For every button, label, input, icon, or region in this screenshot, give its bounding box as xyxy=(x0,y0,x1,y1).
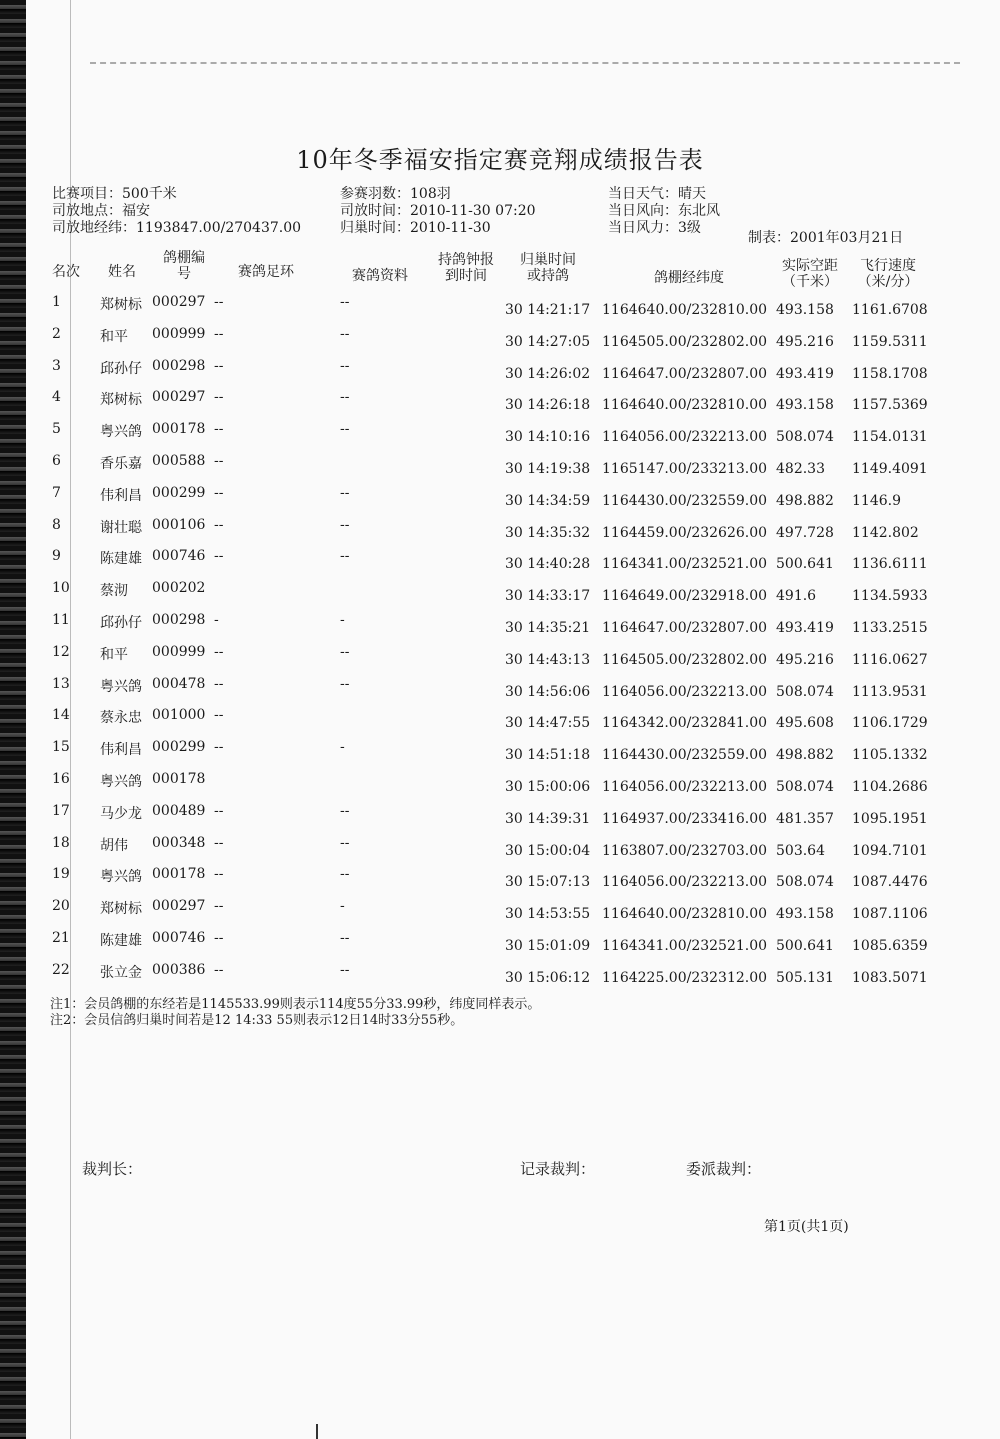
col-name: 姓名 xyxy=(108,264,136,280)
ring-dash: -- xyxy=(214,739,224,756)
table-row xyxy=(0,962,1000,990)
info-dash: -- xyxy=(340,961,350,978)
info-dash: -- xyxy=(340,643,350,660)
speed: 1106.1729 xyxy=(852,715,928,732)
info-dash: -- xyxy=(340,802,350,819)
loft-id: 000298 xyxy=(152,357,206,374)
member-name: 陈建雄 xyxy=(100,551,142,568)
loft-coords: 1164649.00/232918.00 xyxy=(602,588,768,605)
info-dash: -- xyxy=(340,357,350,374)
ring-dash: -- xyxy=(214,866,224,883)
info-dash: -- xyxy=(340,930,350,946)
rank-cell: 8 xyxy=(52,516,61,533)
loft-coords: 1164056.00/232213.00 xyxy=(602,683,768,700)
distance: 500.641 xyxy=(776,938,834,954)
info-dash: -- xyxy=(340,866,350,883)
loft-id: 000178 xyxy=(152,866,206,883)
meta-entries: 参赛羽数：108羽 xyxy=(340,186,451,202)
ring-dash: -- xyxy=(214,357,224,374)
member-name: 香乐嘉 xyxy=(100,456,142,472)
arrival-time: 30 14:40:28 xyxy=(505,556,591,573)
speed: 1104.2686 xyxy=(852,779,928,795)
distance: 482.33 xyxy=(776,461,825,477)
loft-id: 000588 xyxy=(152,453,206,469)
arrival-time: 30 14:34:59 xyxy=(505,492,591,509)
distance: 505.131 xyxy=(776,969,834,986)
member-name: 郑树标 xyxy=(100,392,142,409)
meta-made-date: 制表：2001年03月21日 xyxy=(748,230,904,246)
loft-id: 000178 xyxy=(152,771,206,787)
distance: 493.158 xyxy=(776,906,834,923)
loft-id: 000202 xyxy=(152,580,206,597)
ring-dash: -- xyxy=(214,453,224,469)
table-row xyxy=(0,803,1000,831)
rank-cell: 6 xyxy=(52,453,61,469)
loft-coords: 1164505.00/232802.00 xyxy=(602,333,768,350)
info-dash: -- xyxy=(340,389,350,406)
distance: 481.357 xyxy=(776,810,834,827)
arrival-time: 30 14:26:02 xyxy=(505,365,591,382)
note-1: 注1：会员鸽棚的东经若是1145533.99则表示114度55分33.99秒，纬度同样表示。 xyxy=(50,997,541,1012)
arrival-time: 30 15:07:13 xyxy=(505,874,591,891)
info-dash: - xyxy=(340,612,345,628)
table-row xyxy=(0,389,1000,417)
loft-id: 000746 xyxy=(152,548,206,565)
arrival-time: 30 15:01:09 xyxy=(505,938,591,954)
ring-dash: -- xyxy=(214,389,224,406)
rank-cell: 2 xyxy=(52,325,61,342)
arrival-time: 30 14:35:32 xyxy=(505,524,591,541)
loft-coords: 1163807.00/232703.00 xyxy=(602,842,768,859)
arrival-time: 30 14:33:17 xyxy=(505,588,591,605)
table-row xyxy=(0,866,1000,894)
table-row xyxy=(0,326,1000,354)
loft-id: 000299 xyxy=(152,739,206,756)
table-row xyxy=(0,771,1000,799)
distance: 495.216 xyxy=(776,333,834,350)
col-speed: 飞行速度（米/分） xyxy=(857,258,919,290)
speed: 1157.5369 xyxy=(852,397,928,414)
speed: 1095.1951 xyxy=(852,810,928,827)
loft-coords: 1164056.00/232213.00 xyxy=(602,429,768,446)
col-arrival: 归巢时间或持鸽 xyxy=(520,252,576,284)
col-loft-id: 鸽棚编号 xyxy=(163,250,205,282)
member-name: 粤兴鸽 xyxy=(100,869,142,886)
loft-id: 000178 xyxy=(152,421,206,438)
note-2: 注2：会员信鸽归巢时间若是12 14:33 55则表示12日14时33分55秒。 xyxy=(50,1013,464,1028)
loft-id: 000106 xyxy=(152,516,206,533)
info-dash: - xyxy=(340,739,345,756)
speed: 1105.1332 xyxy=(852,747,928,764)
loft-coords: 1164459.00/232626.00 xyxy=(602,524,768,541)
table-row xyxy=(0,421,1000,449)
rank-cell: 18 xyxy=(52,834,70,851)
speed: 1136.6111 xyxy=(852,556,928,573)
info-dash: -- xyxy=(340,675,350,692)
loft-id: 000298 xyxy=(152,612,206,628)
member-name: 张立金 xyxy=(100,964,142,981)
member-name: 谢壮聪 xyxy=(100,519,142,536)
table-row xyxy=(0,485,1000,513)
member-name: 和平 xyxy=(100,328,128,345)
info-dash: -- xyxy=(340,484,350,501)
member-name: 马少龙 xyxy=(100,805,142,822)
meta-release-place: 司放地点：福安 xyxy=(52,203,150,219)
table-row xyxy=(0,676,1000,704)
rank-cell: 15 xyxy=(52,739,70,756)
table-row xyxy=(0,358,1000,386)
speed: 1146.9 xyxy=(852,492,901,509)
ring-dash: -- xyxy=(214,484,224,501)
member-name: 粤兴鸽 xyxy=(100,678,142,695)
member-name: 胡伟 xyxy=(100,837,128,854)
ring-dash: -- xyxy=(214,294,224,310)
rank-cell: 22 xyxy=(52,961,70,978)
loft-coords: 1164430.00/232559.00 xyxy=(602,492,768,509)
table-row xyxy=(0,930,1000,958)
rank-cell: 13 xyxy=(52,675,70,692)
distance: 493.158 xyxy=(776,397,834,414)
table-row xyxy=(0,294,1000,322)
member-name: 粤兴鸽 xyxy=(100,424,142,441)
distance: 491.6 xyxy=(776,588,817,605)
loft-coords: 1164342.00/232841.00 xyxy=(602,715,768,732)
meta-wind-force: 当日风力：3级 xyxy=(608,220,701,236)
arrival-time: 30 14:51:18 xyxy=(505,747,591,764)
member-name: 蔡沏 xyxy=(100,583,128,600)
arrival-time: 30 14:19:38 xyxy=(505,461,591,477)
loft-id: 000348 xyxy=(152,834,206,851)
col-distance: 实际空距（千米） xyxy=(782,258,838,290)
table-row xyxy=(0,898,1000,926)
col-coords: 鸽棚经纬度 xyxy=(654,270,724,286)
loft-coords: 1164056.00/232213.00 xyxy=(602,779,768,795)
rank-cell: 3 xyxy=(52,357,61,374)
ring-dash: -- xyxy=(214,548,224,565)
ring-dash: -- xyxy=(214,898,224,915)
member-name: 蔡永忠 xyxy=(100,710,142,727)
loft-coords: 1164341.00/232521.00 xyxy=(602,556,768,573)
sig-chief-referee: 裁判长： xyxy=(82,1160,143,1178)
rank-cell: 16 xyxy=(52,771,70,787)
rank-cell: 21 xyxy=(52,930,70,946)
table-row xyxy=(0,517,1000,545)
member-name: 郑树标 xyxy=(100,901,142,918)
rank-cell: 20 xyxy=(52,898,70,915)
distance: 508.074 xyxy=(776,779,834,795)
ring-dash: -- xyxy=(214,961,224,978)
meta-left xyxy=(52,186,301,237)
rank-cell: 4 xyxy=(52,389,61,406)
table-row xyxy=(0,739,1000,767)
rank-cell: 14 xyxy=(52,707,70,724)
arrival-time: 30 14:56:06 xyxy=(505,683,591,700)
ring-dash: -- xyxy=(214,930,224,946)
sig-recording-referee: 记录裁判： xyxy=(520,1160,596,1178)
col-clock: 持鸽钟报到时间 xyxy=(438,252,494,284)
report-title: 10年冬季福安指定赛竞翔成绩报告表 xyxy=(296,146,704,174)
info-dash: -- xyxy=(340,834,350,851)
distance: 508.074 xyxy=(776,429,834,446)
loft-coords: 1164640.00/232810.00 xyxy=(602,397,768,414)
arrival-time: 30 15:00:04 xyxy=(505,842,591,859)
ring-dash: - xyxy=(214,612,219,628)
speed: 1116.0627 xyxy=(852,651,928,668)
meta-wind-direction: 当日风向：东北风 xyxy=(608,203,720,219)
arrival-time: 30 14:43:13 xyxy=(505,651,591,668)
ring-dash: -- xyxy=(214,516,224,533)
speed: 1113.9531 xyxy=(852,683,928,700)
member-name: 邱孙仔 xyxy=(100,615,142,631)
loft-id: 000297 xyxy=(152,898,206,915)
speed: 1159.5311 xyxy=(852,333,928,350)
sig-assigned-referee: 委派裁判： xyxy=(686,1160,762,1178)
meta-release-time: 司放时间：2010-11-30 07:20 xyxy=(340,203,536,219)
table-row xyxy=(0,453,1000,481)
meta-right xyxy=(608,186,720,237)
loft-coords: 1164647.00/232807.00 xyxy=(602,365,768,382)
notes xyxy=(50,997,540,1029)
distance: 508.074 xyxy=(776,874,834,891)
rank-cell: 11 xyxy=(52,612,70,628)
arrival-time: 30 14:10:16 xyxy=(505,429,591,446)
table-row xyxy=(0,580,1000,608)
distance: 503.64 xyxy=(776,842,825,859)
loft-id: 000478 xyxy=(152,675,206,692)
info-dash: -- xyxy=(340,325,350,342)
member-name: 伟利昌 xyxy=(100,742,142,759)
rank-cell: 7 xyxy=(52,484,61,501)
arrival-time: 30 14:21:17 xyxy=(505,302,591,318)
member-name: 和平 xyxy=(100,646,128,663)
arrival-time: 30 15:06:12 xyxy=(505,969,591,986)
member-name: 郑树标 xyxy=(100,297,142,313)
loft-id: 000297 xyxy=(152,294,206,310)
distance: 493.419 xyxy=(776,365,834,382)
distance: 498.882 xyxy=(776,747,834,764)
speed: 1158.1708 xyxy=(852,365,928,382)
loft-coords: 1164647.00/232807.00 xyxy=(602,620,768,636)
loft-coords: 1164640.00/232810.00 xyxy=(602,302,768,318)
member-name: 陈建雄 xyxy=(100,933,142,949)
meta-weather: 当日天气：晴天 xyxy=(608,186,706,202)
speed: 1087.4476 xyxy=(852,874,928,891)
loft-id: 001000 xyxy=(152,707,206,724)
loft-id: 000299 xyxy=(152,484,206,501)
table-row xyxy=(0,548,1000,576)
loft-id: 000999 xyxy=(152,643,206,660)
top-dashed-rule xyxy=(90,62,960,65)
ring-dash: -- xyxy=(214,834,224,851)
speed: 1161.6708 xyxy=(852,302,928,318)
loft-coords: 1165147.00/233213.00 xyxy=(602,461,768,477)
distance: 493.158 xyxy=(776,302,834,318)
loft-id: 000489 xyxy=(152,802,206,819)
rank-cell: 9 xyxy=(52,548,61,565)
speed: 1154.0131 xyxy=(852,429,928,446)
speed: 1133.2515 xyxy=(852,620,928,636)
ring-dash: -- xyxy=(214,325,224,342)
arrival-time: 30 14:35:21 xyxy=(505,620,591,636)
rank-cell: 10 xyxy=(52,580,70,597)
rank-cell: 1 xyxy=(52,294,61,310)
ring-dash: -- xyxy=(214,675,224,692)
arrival-time: 30 14:39:31 xyxy=(505,810,591,827)
loft-coords: 1164430.00/232559.00 xyxy=(602,747,768,764)
ring-dash: -- xyxy=(214,421,224,438)
distance: 495.608 xyxy=(776,715,834,732)
speed: 1134.5933 xyxy=(852,588,928,605)
rank-cell: 12 xyxy=(52,643,70,660)
meta-middle xyxy=(340,186,536,237)
info-dash: -- xyxy=(340,516,350,533)
distance: 495.216 xyxy=(776,651,834,668)
speed: 1085.6359 xyxy=(852,938,928,954)
ring-dash: -- xyxy=(214,643,224,660)
table-row xyxy=(0,644,1000,672)
member-name: 粤兴鸽 xyxy=(100,774,142,790)
loft-coords: 1164225.00/232312.00 xyxy=(602,969,768,986)
loft-coords: 1164341.00/232521.00 xyxy=(602,938,768,954)
page-number: 第1页(共1页) xyxy=(764,1219,849,1235)
loft-id: 000746 xyxy=(152,930,206,946)
arrival-time: 30 14:27:05 xyxy=(505,333,591,350)
loft-coords: 1164640.00/232810.00 xyxy=(602,906,768,923)
arrival-time: 30 15:00:06 xyxy=(505,779,591,795)
table-row xyxy=(0,707,1000,735)
member-name: 邱孙仔 xyxy=(100,360,142,377)
arrival-time: 30 14:26:18 xyxy=(505,397,591,414)
speed: 1149.4091 xyxy=(852,461,928,477)
table-row xyxy=(0,835,1000,863)
rank-cell: 5 xyxy=(52,421,61,438)
loft-coords: 1164505.00/232802.00 xyxy=(602,651,768,668)
info-dash: - xyxy=(340,898,345,915)
distance: 508.074 xyxy=(776,683,834,700)
ring-dash: -- xyxy=(214,802,224,819)
loft-id: 000999 xyxy=(152,325,206,342)
speed: 1083.5071 xyxy=(852,969,928,986)
member-name: 伟利昌 xyxy=(100,487,142,504)
meta-project: 比赛项目：500千米 xyxy=(52,186,177,202)
bottom-mark xyxy=(316,1424,318,1439)
info-dash: -- xyxy=(340,294,350,310)
ring-dash: -- xyxy=(214,707,224,724)
loft-id: 000386 xyxy=(152,961,206,978)
distance: 497.728 xyxy=(776,524,834,541)
distance: 498.882 xyxy=(776,492,834,509)
col-ring: 赛鸽足环 xyxy=(238,264,294,280)
rank-cell: 17 xyxy=(52,802,70,819)
arrival-time: 30 14:53:55 xyxy=(505,906,591,923)
speed: 1094.7101 xyxy=(852,842,928,859)
rank-cell: 19 xyxy=(52,866,70,883)
distance: 493.419 xyxy=(776,620,834,636)
arrival-time: 30 14:47:55 xyxy=(505,715,591,732)
col-info: 赛鸽资料 xyxy=(352,268,408,284)
table-row xyxy=(0,612,1000,640)
distance: 500.641 xyxy=(776,556,834,573)
speed: 1142.802 xyxy=(852,524,919,541)
loft-coords: 1164056.00/232213.00 xyxy=(602,874,768,891)
meta-release-coords: 司放地经纬：1193847.00/270437.00 xyxy=(52,220,302,236)
speed: 1087.1106 xyxy=(852,906,928,923)
loft-coords: 1164937.00/233416.00 xyxy=(602,810,768,827)
meta-return-time: 归巢时间：2010-11-30 xyxy=(340,220,491,236)
info-dash: -- xyxy=(340,548,350,565)
col-rank: 名次 xyxy=(52,264,80,280)
loft-id: 000297 xyxy=(152,389,206,406)
info-dash: -- xyxy=(340,421,350,438)
